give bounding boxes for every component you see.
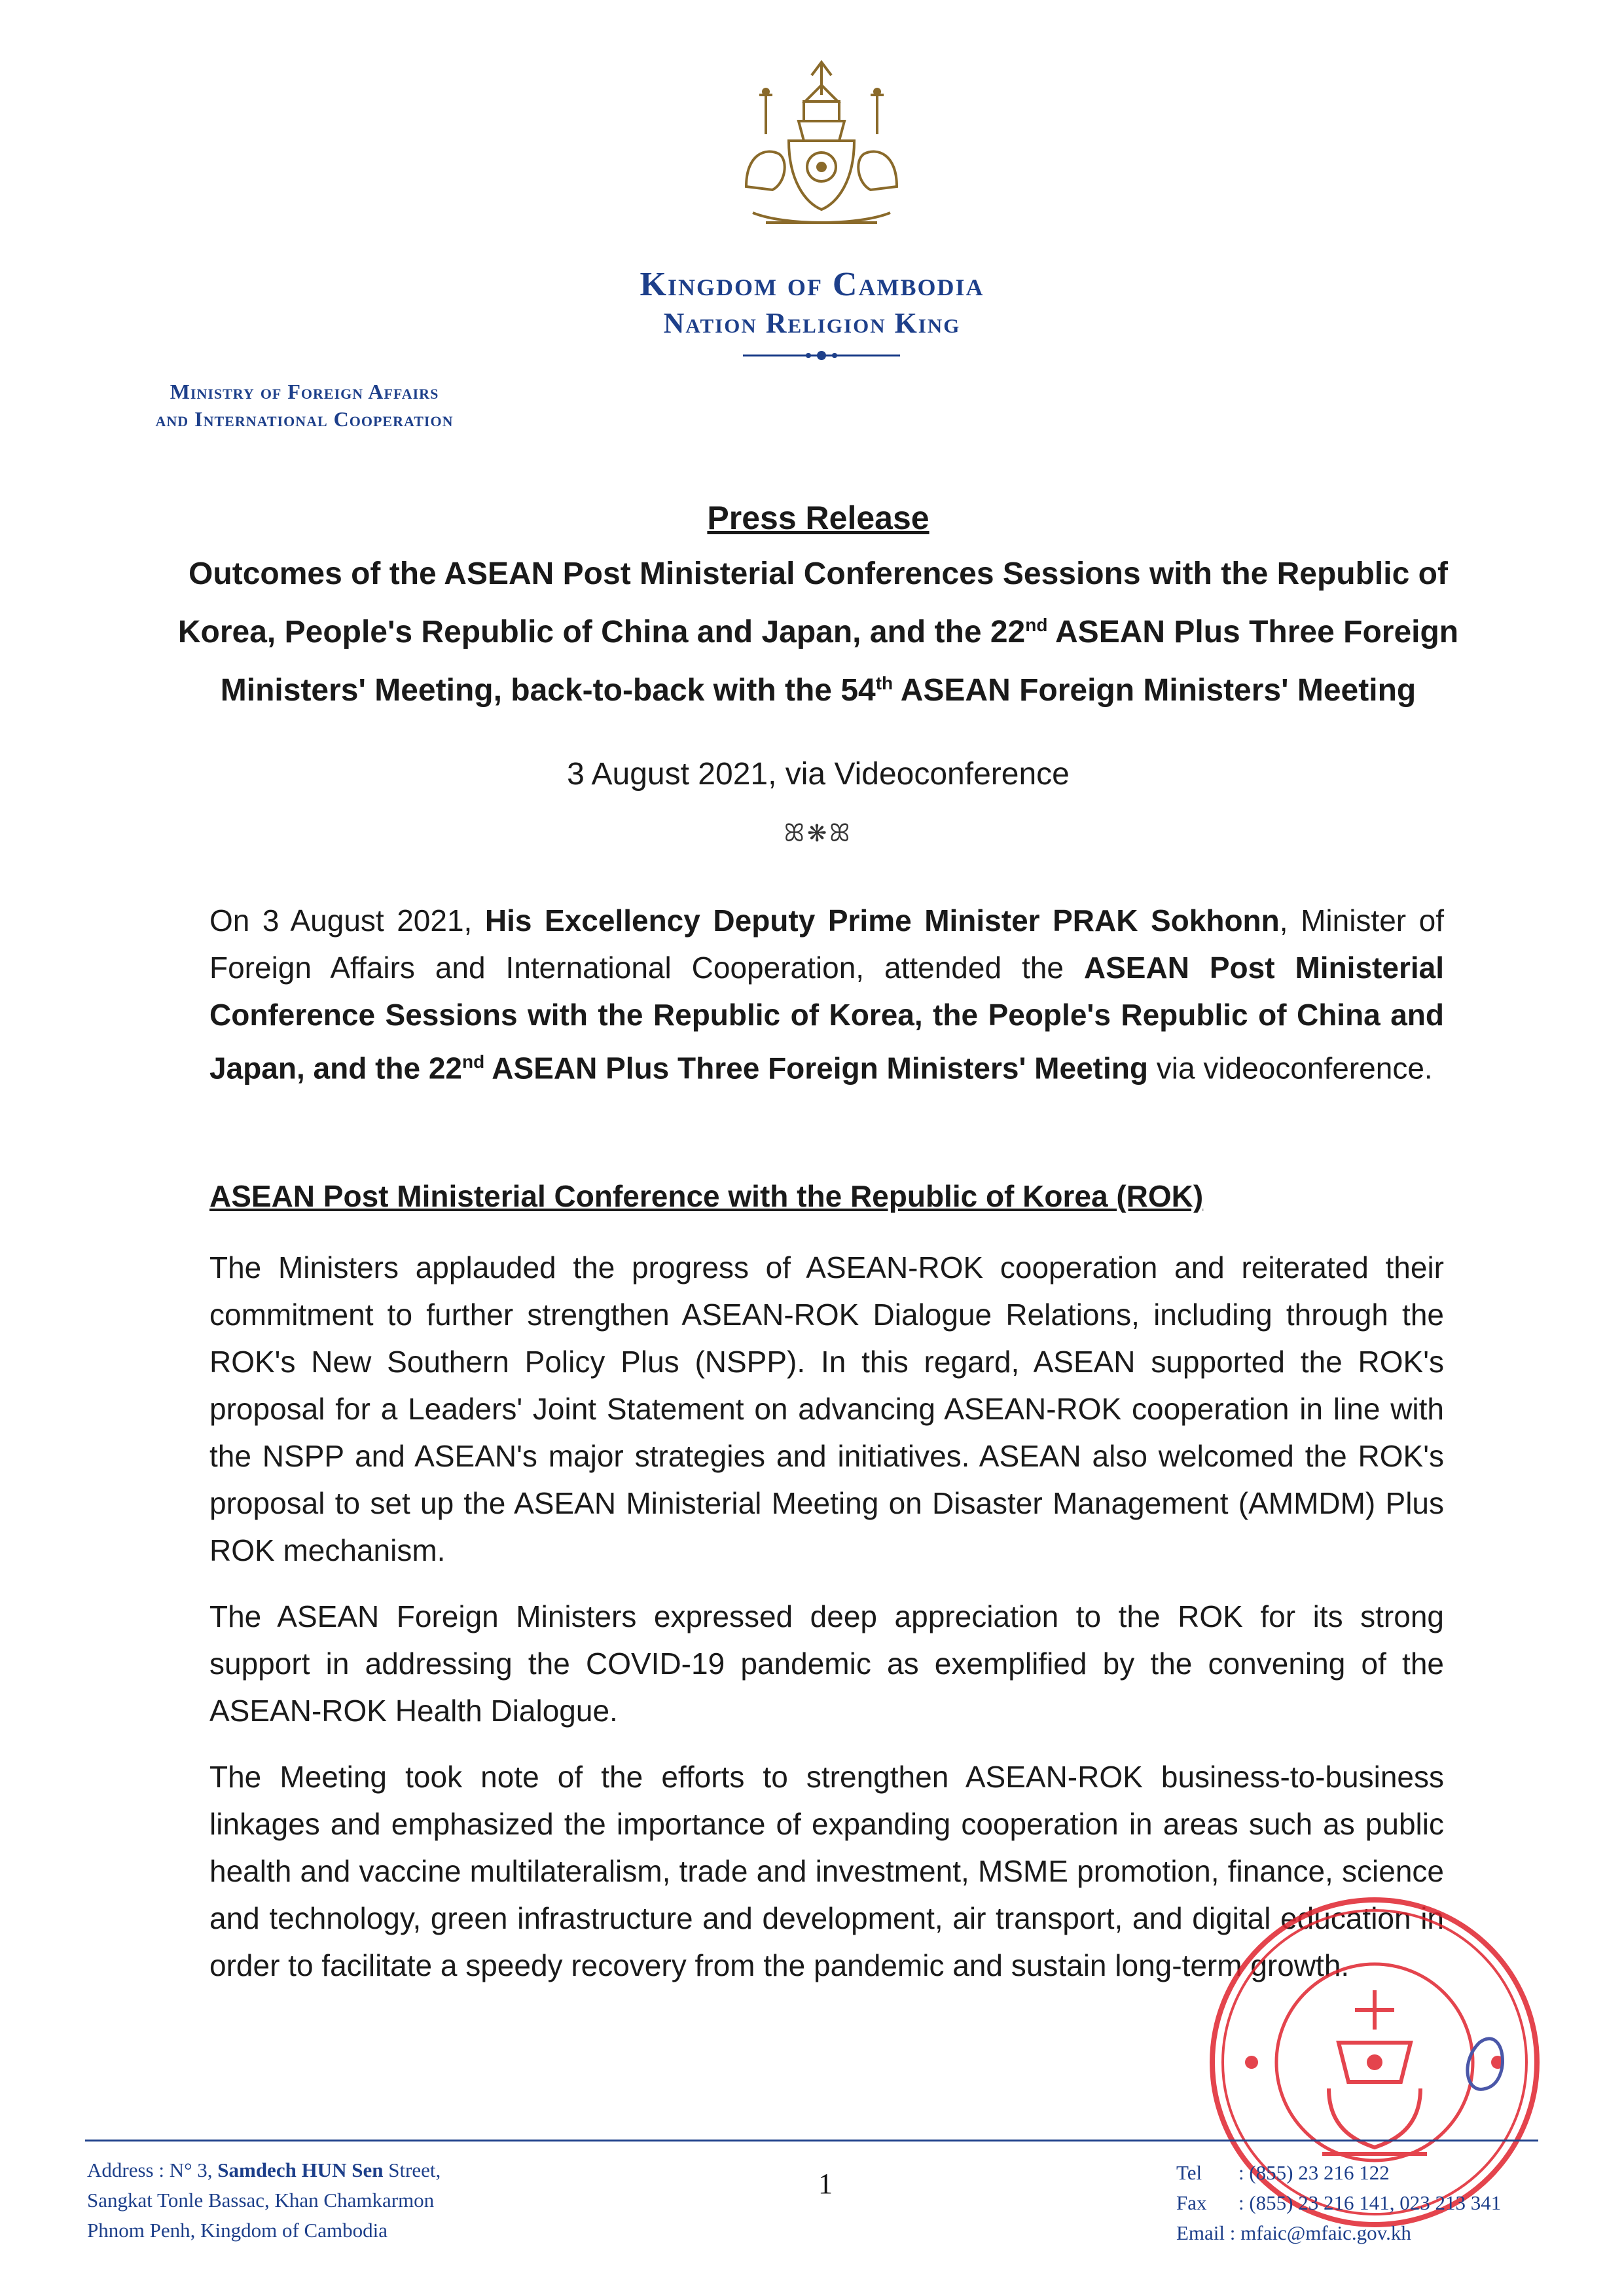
ordinal-suffix: th <box>875 673 893 693</box>
address-part: Address : N° 3, <box>87 2159 218 2181</box>
ornament-divider-icon <box>736 346 907 365</box>
intro-part: ASEAN Plus Three Foreign Ministers' Meeting <box>484 1051 1148 1085</box>
body-paragraph: The Meeting took note of the efforts to strengthen ASEAN-ROK business-to-business linkages and emphasized the importance of expanding cooperation in areas such as public health and vaccine multilateralism, trade and investment, MSME promotion, finance, science and technology, green infrastructure and development, air transport, and digital education in order to facilitate a speedy recovery from the pandemic and sustain long-term growth. <box>209 1760 1444 1982</box>
section-subheading: ASEAN Post Ministerial Conference with the Republic of Korea (ROK) <box>209 1179 1204 1213</box>
body-paragraph: The Ministers applauded the progress of ASEAN-ROK cooperation and reiterated their commitment to further strengthen ASEAN-ROK Dialogue Relations, including through the ROK's New Southern Policy Plus (NSPP). In this regard, ASEAN supported the ROK's proposal for a Leaders' Joint Statement on advancing ASEAN-ROK cooperation in line with the NSPP and ASEAN's major strategies and initiatives. ASEAN also welcomed the ROK's proposal to set up the ASEAN Ministerial Meeting on Disaster Management (AMMDM) Plus ROK mechanism. <box>209 1250 1444 1567</box>
ordinal-suffix: nd <box>462 1051 485 1072</box>
kingdom-title: Kingdom of Cambodia <box>640 266 984 303</box>
body-paragraph: The ASEAN Foreign Ministers expressed deep appreciation to the ROK for its strong support in addressing the COVID-19 pandemic as exemplified by the convening of the ASEAN-ROK Health Dialogue. <box>209 1599 1444 1728</box>
address-part: Samdech HUN Sen <box>217 2159 384 2181</box>
footer-address <box>87 2155 441 2246</box>
release-date: 3 August 2021, via Videoconference <box>567 757 1070 792</box>
address-line2: Sangkat Tonle Bassac, Khan Chamkarmon <box>87 2189 435 2212</box>
title-part: ASEAN Plus Three Foreign Ministers' Meeting, back-to-back with the 54 <box>220 615 1459 708</box>
email-line <box>1176 2218 1501 2248</box>
release-title <box>164 549 1473 716</box>
flourish-ornament-icon: ꕤ❋ꕤ <box>784 820 853 847</box>
national-motto: Nation Religion King <box>663 307 961 339</box>
tel-label: Tel <box>1176 2161 1202 2184</box>
address-part: Street, <box>383 2159 441 2181</box>
intro-part: via videoconference. <box>1147 1051 1433 1085</box>
intro-part: On 3 August 2021, <box>209 903 485 938</box>
tel-line <box>1176 2158 1501 2188</box>
title-part: Outcomes of the ASEAN Post Ministerial Conferences Sessions with the Republic of Korea, People's Republic of China and Japan, and the 22 <box>177 556 1448 649</box>
email-label: Email <box>1176 2221 1225 2244</box>
tel-value: : (855) 23 216 122 <box>1238 2161 1390 2184</box>
intro-part: , Minister of Foreign Affairs and International Cooperation, attended the <box>209 903 1444 985</box>
fax-line <box>1176 2188 1501 2218</box>
fax-value: : (855) 23 216 141, 023 213 341 <box>1238 2191 1502 2214</box>
address-line3: Phnom Penh, Kingdom of Cambodia <box>87 2219 388 2242</box>
title-part: ASEAN Foreign Ministers' Meeting <box>893 673 1416 708</box>
fax-label: Fax <box>1176 2191 1207 2214</box>
footer-contact <box>1176 2158 1501 2248</box>
royal-arms-icon <box>727 56 916 246</box>
press-release-label: Press Release <box>707 500 929 536</box>
intro-part: His Excellency Deputy Prime Minister PRAK Sokhonn <box>484 903 1280 938</box>
intro-paragraph <box>209 897 1444 1091</box>
footer-divider <box>85 2140 1538 2141</box>
ordinal-suffix: nd <box>1025 615 1048 635</box>
address-line1 <box>87 2155 441 2185</box>
ministry-name-line2: and International Cooperation <box>155 407 454 431</box>
intro-part: ASEAN Post Ministerial Conference Sessions with the Republic of Korea, the People's Republic of China and Japan, and the 22 <box>209 951 1444 1085</box>
ministry-name-line1: Ministry of Foreign Affairs <box>170 380 439 403</box>
email-value[interactable]: : mfaic@mfaic.gov.kh <box>1229 2221 1411 2244</box>
page-number: 1 <box>818 2168 833 2200</box>
